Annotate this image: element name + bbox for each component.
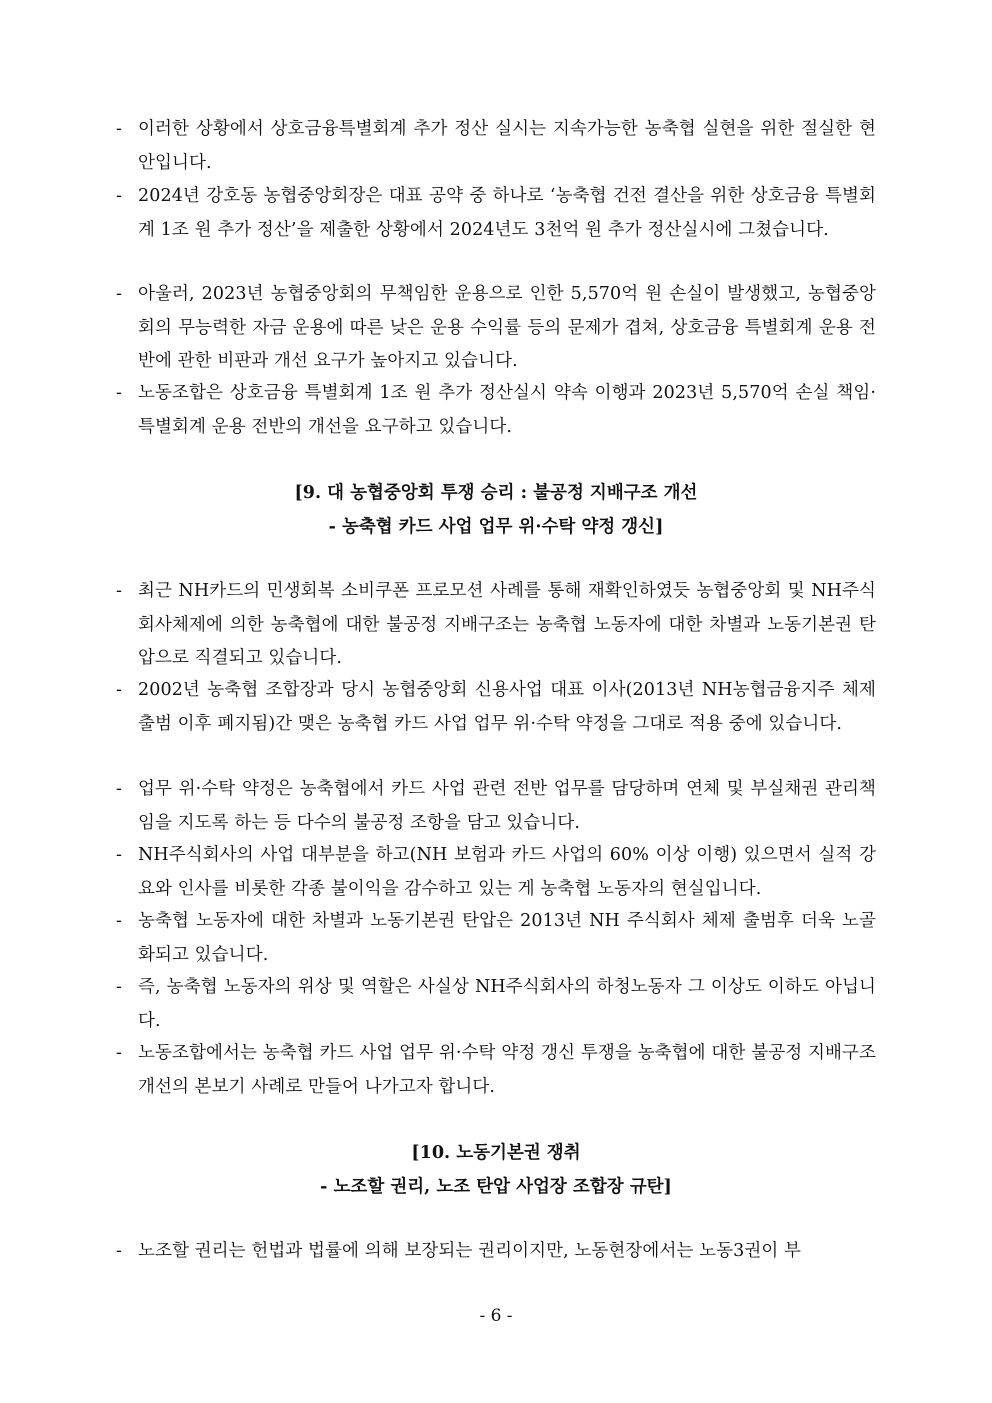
bullet-dash: - <box>116 119 123 139</box>
list-item-text: 2024년 강호동 농협중앙회장은 대표 공약 중 하나로 ‘농축협 건전 결산을 위한 상호금융 특별회계 1조 원 추가 정산’을 제출한 상황에서 2024년도 3천억 원 추가 정산실시에 그쳤습니다. <box>138 186 876 240</box>
list-item <box>116 1037 876 1104</box>
list-item-text: 즉, 농축협 노동자의 위상 및 역할은 사실상 NH주식회사의 하청노동자 그 이상도 이하도 아닙니다. <box>138 977 876 1031</box>
list-item <box>116 1235 876 1269</box>
list-item <box>116 905 876 972</box>
list-item-text: 이러한 상황에서 상호금융특별회계 추가 정산 실시는 지속가능한 농축협 실현을 위한 절실한 현안입니다. <box>138 119 876 173</box>
bullet-dash: - <box>116 680 123 700</box>
bullet-dash: - <box>116 977 123 997</box>
list-item <box>116 278 876 379</box>
list-item-text: 노조할 권리는 헌법과 법률에 의해 보장되는 권리이지만, 노동현장에서는 노동3권이 부 <box>138 1241 802 1261</box>
list-item <box>116 180 876 247</box>
section-heading-9-line1: [9. 대 농협중앙회 투쟁 승리 : 불공정 지배구조 개선 <box>294 483 698 503</box>
page-number: - 6 - <box>479 1306 513 1326</box>
list-item-text: 농축협 노동자에 대한 차별과 노동기본권 탄압은 2013년 NH 주식회사 체제 출범후 더욱 노골화되고 있습니다. <box>138 911 876 965</box>
list-item-text: 업무 위·수탁 약정은 농축협에서 카드 사업 관련 전반 업무를 담당하며 연체 및 부실채권 관리책임을 지도록 하는 등 다수의 불공정 조항을 담고 있습니다. <box>138 779 876 833</box>
bullet-dash: - <box>116 845 123 865</box>
bullet-dash: - <box>116 581 123 601</box>
list-item-text: NH주식회사의 사업 대부분을 하고(NH 보험과 카드 사업의 60% 이상 이행) 있으면서 실적 강요와 인사를 비롯한 각종 불이익을 감수하고 있는 게 농축협 노동자의 현실입니다. <box>138 845 876 899</box>
bullet-dash: - <box>116 1043 123 1063</box>
bullet-dash: - <box>116 383 123 403</box>
section-heading-10-line2: - 노조할 권리, 노조 탄압 사업장 조합장 규탄] <box>320 1177 672 1197</box>
bullet-dash: - <box>116 1241 123 1261</box>
list-item <box>116 839 876 906</box>
list-item-text: 최근 NH카드의 민생회복 소비쿠폰 프로모션 사례를 통해 재확인하였듯 농협중앙회 및 NH주식회사체제에 의한 농축협에 대한 불공정 지배구조는 농축협 노동자에 대한 차별과 노동기본권 탄압으로 직결되고 있습니다. <box>138 581 876 668</box>
list-item-text: 2002년 농축협 조합장과 당시 농협중앙회 신용사업 대표 이사(2013년 NH농협금융지주 체제 출범 이후 폐지됨)간 맺은 농축협 카드 사업 업무 위·수탁 약정을 그대로 적용 중에 있습니다. <box>138 680 876 734</box>
list-item <box>116 113 876 180</box>
list-item <box>116 773 876 840</box>
section-heading-10-line1: [10. 노동기본권 쟁취 <box>411 1143 581 1163</box>
section-heading-9-line2: - 농축협 카드 사업 업무 위·수탁 약정 갱신] <box>328 517 664 537</box>
list-item-text: 노동조합에서는 농축협 카드 사업 업무 위·수탁 약정 갱신 투쟁을 농축협에 대한 불공정 지배구조 개선의 본보기 사례로 만들어 나가고자 합니다. <box>138 1043 876 1097</box>
bullet-dash: - <box>116 779 123 799</box>
list-item <box>116 575 876 676</box>
list-item <box>116 971 876 1038</box>
bullet-dash: - <box>116 911 123 931</box>
list-item <box>116 377 876 444</box>
bullet-dash: - <box>116 284 123 304</box>
list-item <box>116 674 876 741</box>
list-item-text: 아울러, 2023년 농협중앙회의 무책임한 운용으로 인한 5,570억 원 손실이 발생했고, 농협중앙회의 무능력한 자금 운용에 따른 낮은 운용 수익률 등의 문제가 겹쳐, 상호금융 특별회계 운용 전반에 관한 비판과 개선 요구가 높아지고 있습니다. <box>138 284 876 371</box>
list-item-text: 노동조합은 상호금융 특별회계 1조 원 추가 정산실시 약속 이행과 2023년 5,570억 손실 책임·특별회계 운용 전반의 개선을 요구하고 있습니다. <box>138 383 876 437</box>
bullet-dash: - <box>116 186 123 206</box>
